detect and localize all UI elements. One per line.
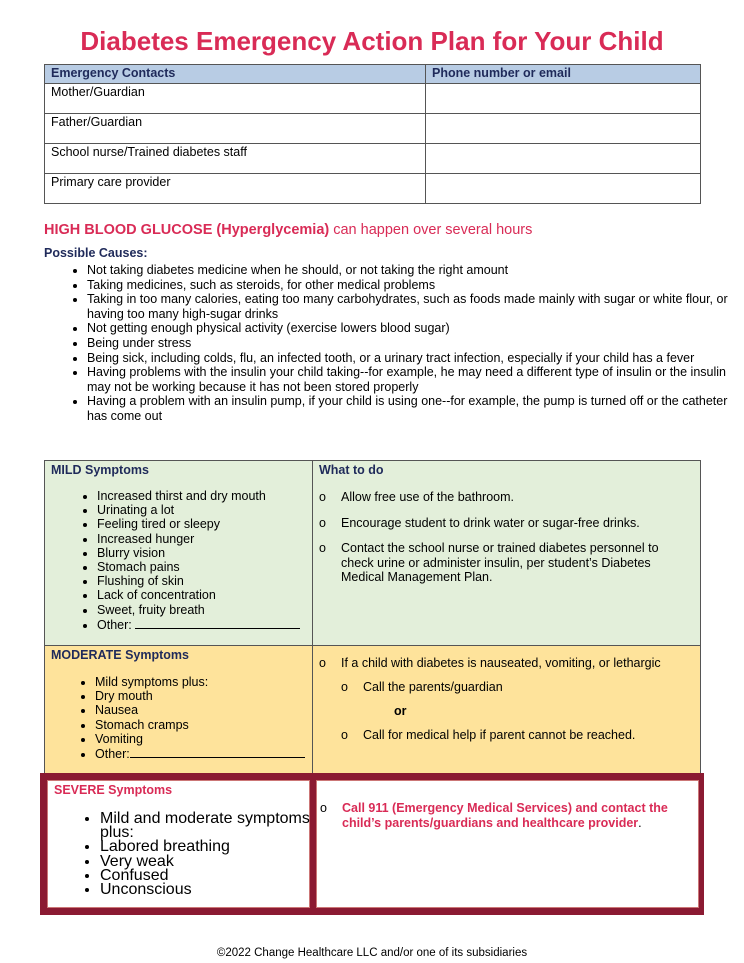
list-item: • Unconscious: [100, 883, 335, 897]
severe-todo: o Call 911 (Emergency Medical Services) and contact the child’s parents/guardians and healthcare provider.: [320, 801, 668, 830]
severe-header: SEVERE Symptoms: [54, 783, 173, 797]
severe-todo-end: .: [638, 816, 642, 830]
other-label: Other:: [95, 747, 130, 762]
list-item: [97, 617, 300, 632]
contact-row-label: Father/Guardian: [45, 114, 426, 144]
list-item: • Mild and moderate symptoms plus:: [100, 812, 335, 840]
list-item: [95, 746, 305, 761]
mild-symptoms-list: [45, 489, 300, 632]
todo-text: If a child with diabetes is nauseated, vomiting, or lethargic: [341, 656, 661, 670]
list-item: • Nausea: [95, 703, 305, 717]
list-item: • Increased hunger: [97, 532, 300, 546]
list-item: • Flushing of skin: [97, 574, 300, 588]
list-item: • Sweet, fruity breath: [97, 603, 300, 617]
list-item: • Having problems with the insulin your child taking--for example, he may need a different type of insulin or the insulin may not be working because it has not been stored properly: [87, 365, 744, 394]
page-title: Diabetes Emergency Action Plan for Your Child: [80, 26, 664, 56]
list-item: • Stomach cramps: [95, 718, 305, 732]
footer-copyright: ©2022 Change Healthcare LLC and/or one of its subsidiaries: [216, 947, 528, 959]
severe-todo-cell: [316, 780, 699, 908]
contact-phone-field[interactable]: [426, 84, 701, 114]
list-item: • Feeling tired or sleepy: [97, 517, 300, 531]
list-item: • Labored breathing: [100, 840, 335, 854]
list-item: • Confused: [100, 869, 335, 883]
list-item: • Having a problem with an insulin pump, if your child is using one--for example, the pump is turned off or the catheter has come out: [87, 394, 744, 423]
moderate-symptoms-list: [45, 675, 305, 761]
todo-header: What to do: [319, 463, 384, 477]
contact-row-label: Mother/Guardian: [45, 84, 426, 114]
contact-row-label: Primary care provider: [45, 174, 426, 204]
list-item: • Urinating a lot: [97, 503, 300, 517]
todo-text: Call the parents/guardian: [363, 680, 503, 694]
causes-title: Possible Causes:: [44, 246, 148, 260]
contact-row-label: School nurse/Trained diabetes staff: [45, 144, 426, 174]
phone-header: Phone number or email: [426, 65, 701, 84]
contact-phone-field[interactable]: [426, 174, 701, 204]
list-item: o Allow free use of the bathroom.: [319, 490, 515, 504]
other-label: Other:: [97, 617, 132, 632]
list-item: • Very weak: [100, 855, 335, 869]
moderate-header: MODERATE Symptoms: [51, 648, 189, 662]
moderate-todo-sub2: o Call for medical help if parent cannot be reached.: [341, 728, 636, 742]
mild-todo-cell: [312, 460, 701, 646]
severe-frame: [40, 773, 704, 915]
todo-text: Contact the school nurse or trained diabetes personnel to check urine or administer insulin, per student’s Diabetes Medical Management Plan.: [341, 541, 659, 584]
list-item: • Not taking diabetes medicine when he should, or not taking the right amount: [87, 263, 744, 278]
moderate-todo-cell: [312, 645, 701, 775]
list-item: • Being under stress: [87, 336, 744, 351]
list-item: o Contact the school nurse or trained diabetes personnel to check urine or administer insulin, per student’s Diabetes Medical Management Plan.: [319, 541, 659, 584]
other-line[interactable]: [135, 617, 300, 629]
moderate-symptoms-cell: [44, 645, 313, 775]
high-glucose-rest: can happen over several hours: [329, 222, 533, 238]
list-item: • Being sick, including colds, flu, an infected tooth, or a urinary tract infection, especially if your child has a fever: [87, 351, 744, 366]
list-item: • Taking in too many calories, eating too many carbohydrates, such as foods made mainly with sugar or white flour, or having too many high-sugar drinks: [87, 292, 744, 321]
severe-todo-text: Call 911 (Emergency Medical Services) and contact the child’s parents/guardians and healthcare provider: [342, 801, 668, 830]
list-item: • Dry mouth: [95, 689, 305, 703]
contacts-header: Emergency Contacts: [45, 65, 426, 84]
contact-phone-field[interactable]: [426, 114, 701, 144]
list-item: o Encourage student to drink water or sugar-free drinks.: [319, 515, 640, 530]
list-item: • Vomiting: [95, 732, 305, 746]
mild-todo-list: [313, 490, 673, 585]
severe-symptoms-list: [48, 812, 335, 897]
moderate-todo-sub1: o Call the parents/guardian: [341, 680, 503, 694]
emergency-contacts-table: [44, 64, 701, 204]
list-item: • Stomach pains: [97, 560, 300, 574]
todo-text: Call for medical help if parent cannot be reached.: [363, 728, 636, 742]
high-glucose-heading: [44, 222, 532, 238]
mild-symptoms-cell: [44, 460, 313, 646]
other-line[interactable]: [130, 746, 305, 758]
list-item: • Increased thirst and dry mouth: [97, 489, 300, 503]
todo-text: Encourage student to drink water or sugar-free drinks.: [341, 515, 640, 530]
moderate-todo-main: o If a child with diabetes is nauseated, vomiting, or lethargic: [319, 656, 661, 670]
or-label: or: [394, 704, 407, 718]
contact-phone-field[interactable]: [426, 144, 701, 174]
todo-text: Allow free use of the bathroom.: [341, 490, 515, 504]
list-item: • Mild symptoms plus:: [95, 675, 305, 689]
list-item: • Blurry vision: [97, 546, 300, 560]
list-item: • Not getting enough physical activity (exercise lowers blood sugar): [87, 321, 744, 336]
causes-list: [44, 263, 744, 424]
high-glucose-bold: HIGH BLOOD GLUCOSE (Hyperglycemia): [44, 222, 330, 238]
list-item: • Taking medicines, such as steroids, for other medical problems: [87, 278, 744, 293]
severe-symptoms-cell: [47, 780, 310, 908]
list-item: • Lack of concentration: [97, 588, 300, 602]
mild-header: MILD Symptoms: [51, 463, 149, 477]
